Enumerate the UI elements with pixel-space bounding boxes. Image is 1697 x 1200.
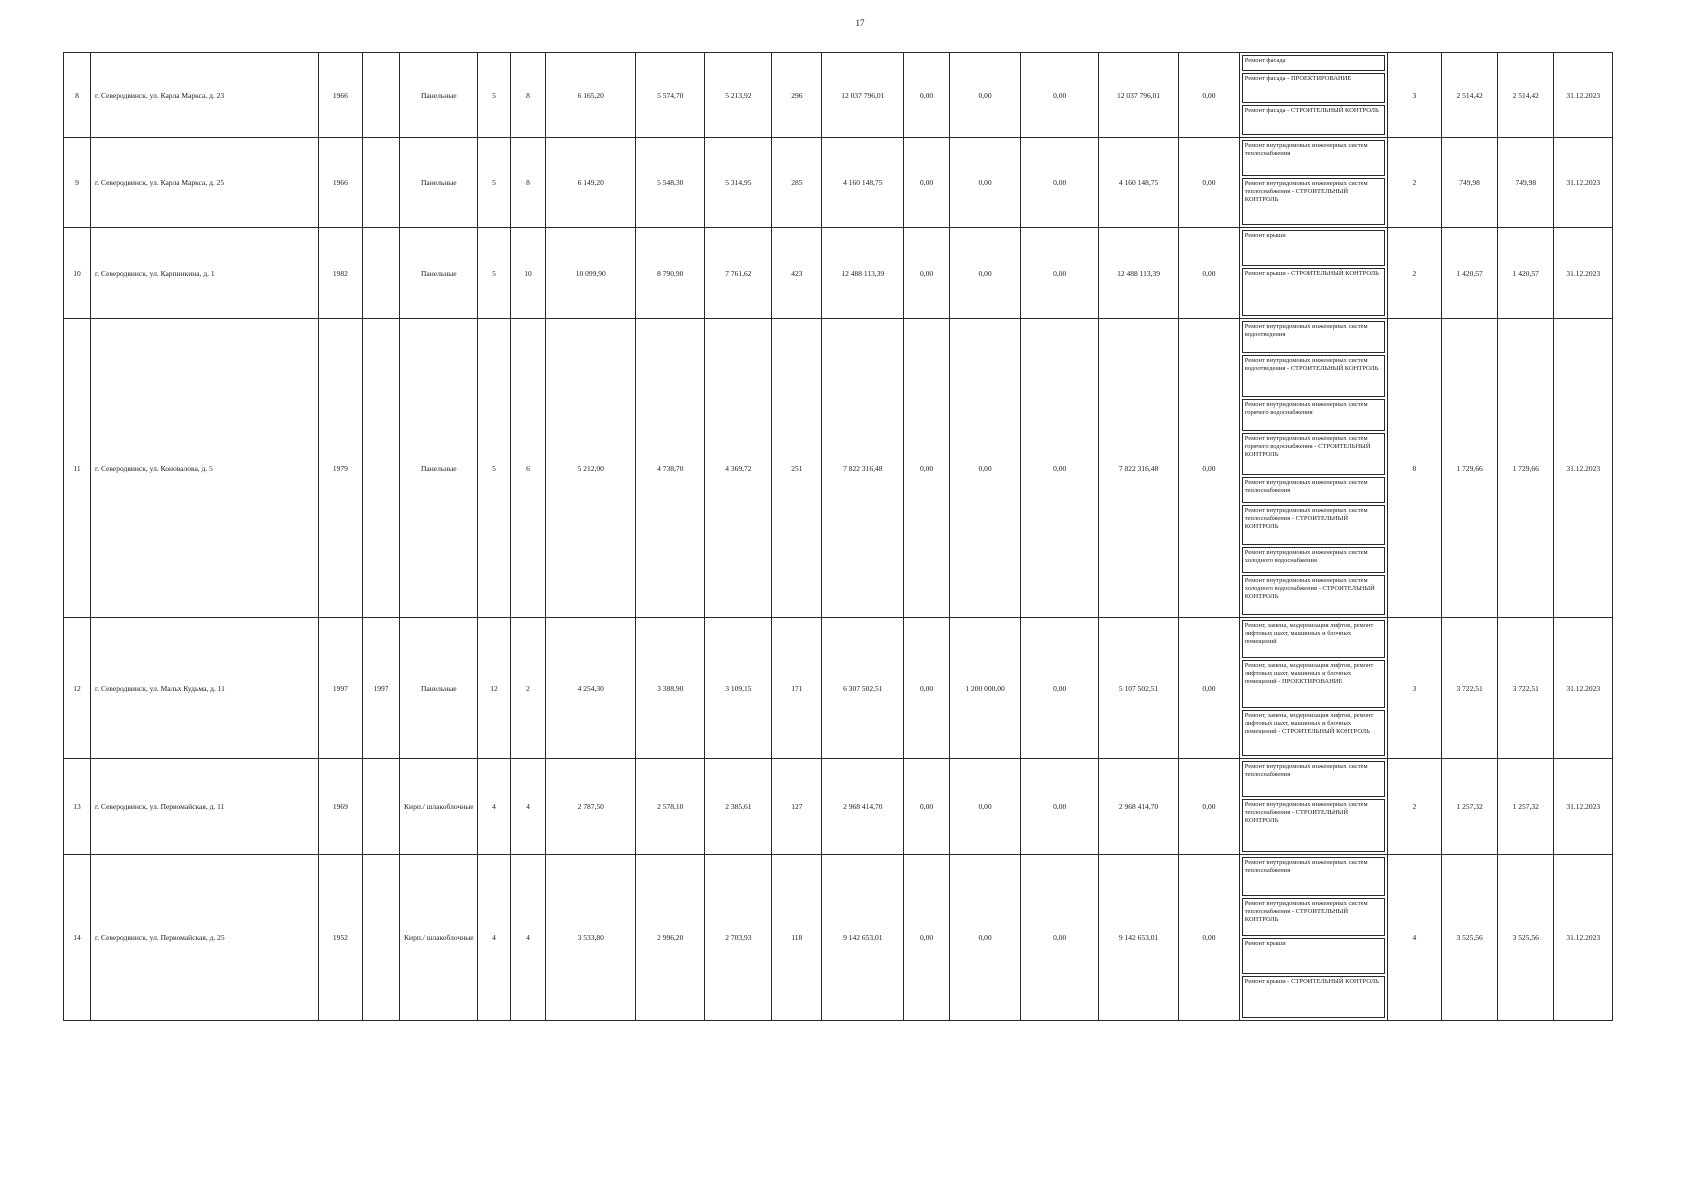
work-item-label: Ремонт крыши bbox=[1244, 940, 1286, 947]
fund-regional: 0,00 bbox=[949, 759, 1020, 855]
floors-count: 5 bbox=[478, 228, 510, 319]
area-residential: 5 314,95 bbox=[705, 138, 772, 228]
work-item-label: Ремонт, замена, модернизация лифтов, ремонт лифтовых шахт, машинных и блочных помещений bbox=[1244, 622, 1374, 645]
unit-cost-limit: 1 420,57 bbox=[1498, 228, 1554, 319]
area-residential: 2 385,61 bbox=[705, 759, 772, 855]
residents-count: 285 bbox=[772, 138, 822, 228]
page-number: 17 bbox=[855, 18, 865, 28]
work-item-label: Ремонт крыши - СТРОИТЕЛЬНЫЙ КОНТРОЛЬ bbox=[1244, 978, 1379, 985]
unit-cost: 1 257,32 bbox=[1441, 759, 1497, 855]
year-built: 1952 bbox=[319, 855, 362, 1021]
year-reconstructed bbox=[362, 319, 400, 618]
house-address: г. Северодвинск, ул. Карла Маркса, д. 25 bbox=[91, 138, 319, 228]
wall-material: Панельные bbox=[400, 138, 478, 228]
work-item-label: Ремонт внутридомовых инженерных систем холодного водоснабжения - СТРОИТЕЛЬНЫЙ КОНТРОЛЬ bbox=[1244, 577, 1375, 600]
table-row bbox=[64, 319, 1613, 618]
work-item bbox=[1242, 857, 1385, 896]
works-list bbox=[1239, 759, 1387, 855]
unit-cost-limit: 3 722,51 bbox=[1498, 618, 1554, 759]
house-address: г. Северодвинск, ул. Коновалова, д. 5 bbox=[91, 319, 319, 618]
floors-count: 4 bbox=[478, 759, 510, 855]
work-item bbox=[1242, 505, 1385, 545]
work-item bbox=[1242, 55, 1385, 71]
work-item bbox=[1242, 660, 1385, 708]
fund-owners: 2 968 414,70 bbox=[1099, 759, 1179, 855]
work-item-label: Ремонт внутридомовых инженерных систем горячего водоснабжения bbox=[1244, 401, 1368, 416]
work-item bbox=[1242, 477, 1385, 503]
work-item bbox=[1242, 399, 1385, 431]
area-total: 2 787,50 bbox=[546, 759, 636, 855]
fund-other: 0,00 bbox=[1179, 855, 1240, 1021]
row-number: 10 bbox=[64, 228, 91, 319]
cost-total: 2 968 414,70 bbox=[822, 759, 904, 855]
year-reconstructed: 1997 bbox=[362, 618, 400, 759]
fund-federal: 0,00 bbox=[904, 53, 949, 138]
fund-owners: 9 142 653,01 bbox=[1099, 855, 1179, 1021]
house-address: г. Северодвинск, ул. Первомайская, д. 25 bbox=[91, 855, 319, 1021]
row-number: 14 bbox=[64, 855, 91, 1021]
work-item bbox=[1242, 433, 1385, 475]
area-living: 2 996,20 bbox=[636, 855, 705, 1021]
work-item-label: Ремонт внутридомовых инженерных систем теплоснабжения bbox=[1244, 479, 1368, 494]
area-residential: 2 703,93 bbox=[705, 855, 772, 1021]
year-built: 1966 bbox=[319, 138, 362, 228]
year-built: 1969 bbox=[319, 759, 362, 855]
work-item-label: Ремонт крыши - СТРОИТЕЛЬНЫЙ КОНТРОЛЬ bbox=[1244, 270, 1379, 277]
repair-register-table bbox=[63, 52, 1613, 1021]
work-item-label: Ремонт фасада - ПРОЕКТИРОВАНИЕ bbox=[1244, 75, 1352, 82]
entrances-count: 4 bbox=[510, 759, 546, 855]
table-row bbox=[64, 759, 1613, 855]
works-list bbox=[1239, 228, 1387, 319]
work-item-label: Ремонт крыши bbox=[1244, 232, 1286, 239]
fund-other: 0,00 bbox=[1179, 319, 1240, 618]
wall-material: Кирп./ шлакоблочные bbox=[400, 855, 478, 1021]
work-item-label: Ремонт внутридомовых инженерных систем водоотведения - СТРОИТЕЛЬНЫЙ КОНТРОЛЬ bbox=[1244, 357, 1379, 372]
work-item-label: Ремонт внутридомовых инженерных систем холодного водоснабжения bbox=[1244, 549, 1368, 564]
wall-material: Панельные bbox=[400, 53, 478, 138]
works-list bbox=[1239, 53, 1387, 138]
deadline-date: 31.12.2023 bbox=[1554, 53, 1613, 138]
area-total: 6 165,20 bbox=[546, 53, 636, 138]
works-count: 2 bbox=[1387, 138, 1441, 228]
fund-local: 0,00 bbox=[1021, 138, 1099, 228]
floors-count: 12 bbox=[478, 618, 510, 759]
entrances-count: 4 bbox=[510, 855, 546, 1021]
deadline-date: 31.12.2023 bbox=[1554, 138, 1613, 228]
area-total: 6 149,20 bbox=[546, 138, 636, 228]
work-item bbox=[1242, 575, 1385, 615]
area-living: 5 548,30 bbox=[636, 138, 705, 228]
entrances-count: 8 bbox=[510, 53, 546, 138]
year-reconstructed bbox=[362, 855, 400, 1021]
deadline-date: 31.12.2023 bbox=[1554, 618, 1613, 759]
deadline-date: 31.12.2023 bbox=[1554, 759, 1613, 855]
unit-cost: 3 525,56 bbox=[1441, 855, 1497, 1021]
row-number: 12 bbox=[64, 618, 91, 759]
fund-federal: 0,00 bbox=[904, 855, 949, 1021]
residents-count: 251 bbox=[772, 319, 822, 618]
work-item-label: Ремонт внутридомовых инженерных систем горячего водоснабжения - СТРОИТЕЛЬНЫЙ КОНТРОЛЬ bbox=[1244, 435, 1371, 458]
works-list bbox=[1239, 319, 1387, 618]
house-address: г. Северодвинск, ул. Мальх Кудьма, д. 11 bbox=[91, 618, 319, 759]
work-item-label: Ремонт внутридомовых инженерных систем теплоснабжения - СТРОИТЕЛЬНЫЙ КОНТРОЛЬ bbox=[1244, 180, 1368, 203]
work-item bbox=[1242, 761, 1385, 797]
works-count: 2 bbox=[1387, 228, 1441, 319]
work-item bbox=[1242, 230, 1385, 266]
area-total: 3 533,80 bbox=[546, 855, 636, 1021]
fund-owners: 4 160 148,75 bbox=[1099, 138, 1179, 228]
deadline-date: 31.12.2023 bbox=[1554, 855, 1613, 1021]
fund-other: 0,00 bbox=[1179, 138, 1240, 228]
unit-cost-limit: 749,98 bbox=[1498, 138, 1554, 228]
work-item-label: Ремонт внутридомовых инженерных систем теплоснабжения bbox=[1244, 859, 1368, 874]
unit-cost: 3 722,51 bbox=[1441, 618, 1497, 759]
area-residential: 3 109,15 bbox=[705, 618, 772, 759]
fund-local: 0,00 bbox=[1021, 759, 1099, 855]
residents-count: 423 bbox=[772, 228, 822, 319]
area-total: 10 099,90 bbox=[546, 228, 636, 319]
works-count: 2 bbox=[1387, 759, 1441, 855]
works-list bbox=[1239, 138, 1387, 228]
work-item bbox=[1242, 547, 1385, 573]
area-residential: 7 761,62 bbox=[705, 228, 772, 319]
work-item bbox=[1242, 976, 1385, 1018]
unit-cost: 2 514,42 bbox=[1441, 53, 1497, 138]
fund-federal: 0,00 bbox=[904, 759, 949, 855]
fund-owners: 12 037 796,01 bbox=[1099, 53, 1179, 138]
work-item bbox=[1242, 938, 1385, 974]
fund-local: 0,00 bbox=[1021, 618, 1099, 759]
work-item bbox=[1242, 178, 1385, 225]
unit-cost: 1 420,57 bbox=[1441, 228, 1497, 319]
fund-federal: 0,00 bbox=[904, 618, 949, 759]
fund-local: 0,00 bbox=[1021, 228, 1099, 319]
wall-material: Панельные bbox=[400, 618, 478, 759]
fund-federal: 0,00 bbox=[904, 228, 949, 319]
fund-regional: 0,00 bbox=[949, 228, 1020, 319]
fund-other: 0,00 bbox=[1179, 759, 1240, 855]
cost-total: 12 037 796,01 bbox=[822, 53, 904, 138]
deadline-date: 31.12.2023 bbox=[1554, 228, 1613, 319]
works-list bbox=[1239, 855, 1387, 1021]
fund-owners: 7 822 316,48 bbox=[1099, 319, 1179, 618]
fund-owners: 12 488 113,39 bbox=[1099, 228, 1179, 319]
work-item-label: Ремонт фасада - СТРОИТЕЛЬНЫЙ КОНТРОЛЬ bbox=[1244, 107, 1379, 114]
work-item bbox=[1242, 620, 1385, 658]
house-address: г. Северодвинск, ул. Карпинкина, д. 1 bbox=[91, 228, 319, 319]
work-item bbox=[1242, 268, 1385, 316]
work-item-label: Ремонт внутридомовых инженерных систем водоотведения bbox=[1244, 323, 1368, 338]
year-built: 1997 bbox=[319, 618, 362, 759]
cost-total: 12 488 113,39 bbox=[822, 228, 904, 319]
fund-regional: 0,00 bbox=[949, 53, 1020, 138]
table-row bbox=[64, 53, 1613, 138]
unit-cost-limit: 1 729,66 bbox=[1498, 319, 1554, 618]
deadline-date: 31.12.2023 bbox=[1554, 319, 1613, 618]
fund-federal: 0,00 bbox=[904, 319, 949, 618]
area-residential: 4 369,72 bbox=[705, 319, 772, 618]
entrances-count: 8 bbox=[510, 138, 546, 228]
year-reconstructed bbox=[362, 759, 400, 855]
year-built: 1979 bbox=[319, 319, 362, 618]
area-residential: 5 213,92 bbox=[705, 53, 772, 138]
works-count: 3 bbox=[1387, 618, 1441, 759]
work-item bbox=[1242, 799, 1385, 852]
house-address: г. Северодвинск, ул. Первомайская, д. 11 bbox=[91, 759, 319, 855]
unit-cost-limit: 1 257,32 bbox=[1498, 759, 1554, 855]
work-item bbox=[1242, 355, 1385, 397]
wall-material: Кирп./ шлакоблочные bbox=[400, 759, 478, 855]
work-item bbox=[1242, 73, 1385, 103]
fund-regional: 1 200 000,00 bbox=[949, 618, 1020, 759]
year-reconstructed bbox=[362, 228, 400, 319]
work-item-label: Ремонт, замена, модернизация лифтов, ремонт лифтовых шахт, машинных и блочных помещений - ПРОЕКТИРОВАНИЕ bbox=[1244, 662, 1374, 685]
table-row bbox=[64, 228, 1613, 319]
area-living: 2 578,10 bbox=[636, 759, 705, 855]
wall-material: Панельные bbox=[400, 228, 478, 319]
area-living: 8 790,90 bbox=[636, 228, 705, 319]
year-reconstructed bbox=[362, 138, 400, 228]
work-item bbox=[1242, 321, 1385, 353]
work-item-label: Ремонт внутридомовых инженерных систем теплоснабжения bbox=[1244, 142, 1368, 157]
row-number: 13 bbox=[64, 759, 91, 855]
cost-total: 9 142 653,01 bbox=[822, 855, 904, 1021]
fund-local: 0,00 bbox=[1021, 319, 1099, 618]
row-number: 8 bbox=[64, 53, 91, 138]
wall-material: Панельные bbox=[400, 319, 478, 618]
work-item-label: Ремонт внутридомовых инженерных систем теплоснабжения bbox=[1244, 763, 1368, 778]
entrances-count: 2 bbox=[510, 618, 546, 759]
unit-cost: 1 729,66 bbox=[1441, 319, 1497, 618]
house-address: г. Северодвинск, ул. Карла Маркса, д. 23 bbox=[91, 53, 319, 138]
work-item-label: Ремонт, замена, модернизация лифтов, ремонт лифтовых шахт, машинных и блочных помещений - СТРОИТЕЛЬНЫЙ КОНТРОЛЬ bbox=[1244, 712, 1374, 735]
fund-local: 0,00 bbox=[1021, 53, 1099, 138]
works-count: 4 bbox=[1387, 855, 1441, 1021]
unit-cost-limit: 2 514,42 bbox=[1498, 53, 1554, 138]
work-item-label: Ремонт внутридомовых инженерных систем теплоснабжения - СТРОИТЕЛЬНЫЙ КОНТРОЛЬ bbox=[1244, 900, 1368, 923]
floors-count: 5 bbox=[478, 53, 510, 138]
table-row bbox=[64, 138, 1613, 228]
table-row bbox=[64, 618, 1613, 759]
work-item bbox=[1242, 710, 1385, 756]
area-living: 5 574,70 bbox=[636, 53, 705, 138]
works-count: 3 bbox=[1387, 53, 1441, 138]
work-item bbox=[1242, 105, 1385, 135]
area-total: 4 254,30 bbox=[546, 618, 636, 759]
area-total: 5 212,00 bbox=[546, 319, 636, 618]
cost-total: 6 307 502,51 bbox=[822, 618, 904, 759]
floors-count: 5 bbox=[478, 138, 510, 228]
cost-total: 7 822 316,48 bbox=[822, 319, 904, 618]
work-item bbox=[1242, 898, 1385, 936]
fund-federal: 0,00 bbox=[904, 138, 949, 228]
entrances-count: 6 bbox=[510, 319, 546, 618]
fund-regional: 0,00 bbox=[949, 319, 1020, 618]
residents-count: 127 bbox=[772, 759, 822, 855]
area-living: 3 388,90 bbox=[636, 618, 705, 759]
area-living: 4 738,70 bbox=[636, 319, 705, 618]
work-item-label: Ремонт внутридомовых инженерных систем теплоснабжения - СТРОИТЕЛЬНЫЙ КОНТРОЛЬ bbox=[1244, 507, 1368, 530]
unit-cost-limit: 3 525,56 bbox=[1498, 855, 1554, 1021]
residents-count: 296 bbox=[772, 53, 822, 138]
table-row bbox=[64, 855, 1613, 1021]
year-built: 1982 bbox=[319, 228, 362, 319]
residents-count: 171 bbox=[772, 618, 822, 759]
row-number: 9 bbox=[64, 138, 91, 228]
unit-cost: 749,98 bbox=[1441, 138, 1497, 228]
year-built: 1966 bbox=[319, 53, 362, 138]
entrances-count: 10 bbox=[510, 228, 546, 319]
floors-count: 5 bbox=[478, 319, 510, 618]
row-number: 11 bbox=[64, 319, 91, 618]
work-item bbox=[1242, 140, 1385, 176]
works-list bbox=[1239, 618, 1387, 759]
fund-other: 0,00 bbox=[1179, 228, 1240, 319]
cost-total: 4 160 148,75 bbox=[822, 138, 904, 228]
work-item-label: Ремонт внутридомовых инженерных систем теплоснабжения - СТРОИТЕЛЬНЫЙ КОНТРОЛЬ bbox=[1244, 801, 1368, 824]
works-count: 8 bbox=[1387, 319, 1441, 618]
fund-other: 0,00 bbox=[1179, 53, 1240, 138]
residents-count: 118 bbox=[772, 855, 822, 1021]
fund-local: 0,00 bbox=[1021, 855, 1099, 1021]
floors-count: 4 bbox=[478, 855, 510, 1021]
fund-owners: 5 107 502,51 bbox=[1099, 618, 1179, 759]
fund-regional: 0,00 bbox=[949, 138, 1020, 228]
year-reconstructed bbox=[362, 53, 400, 138]
fund-other: 0,00 bbox=[1179, 618, 1240, 759]
fund-regional: 0,00 bbox=[949, 855, 1020, 1021]
work-item-label: Ремонт фасада bbox=[1244, 57, 1286, 64]
